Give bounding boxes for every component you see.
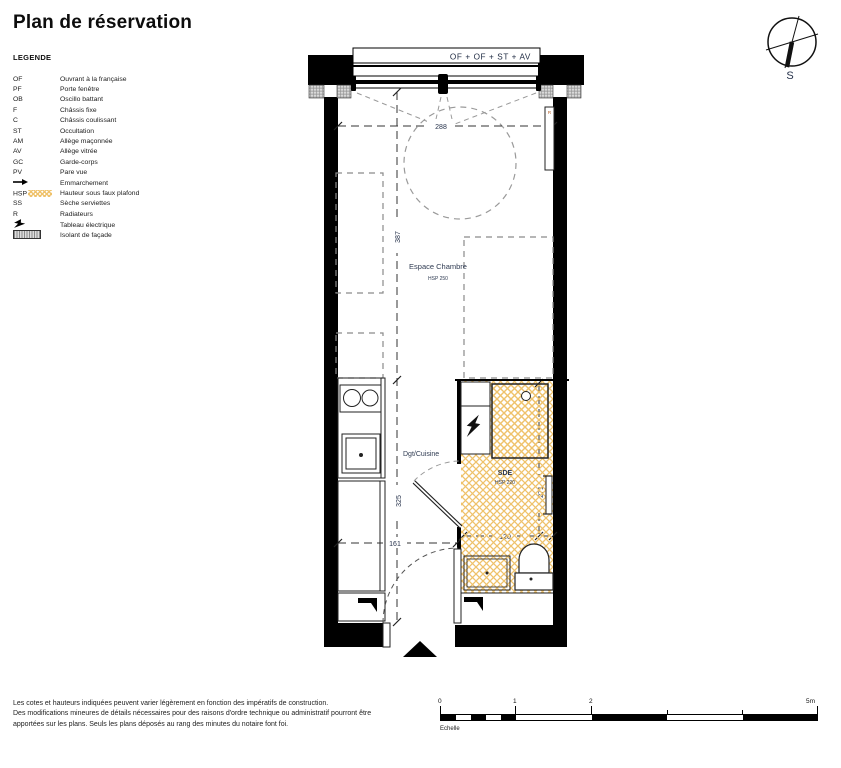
scale-tick-0: 0 xyxy=(438,698,442,705)
radiator-label: R xyxy=(547,110,552,115)
legend-item-gc: GC Garde-corps xyxy=(13,158,98,166)
legend-item-r: R Radiateurs xyxy=(13,210,93,218)
door-jamb xyxy=(383,623,390,647)
room-chambre-label: Espace Chambre xyxy=(409,262,467,271)
entrance-door-leaf xyxy=(454,549,461,623)
scale-bar-segments xyxy=(440,714,818,721)
legend-item-st: ST Occultation xyxy=(13,127,95,135)
room-cuisine-label: Dgt/Cuisine xyxy=(403,451,440,458)
dim-387: 387 xyxy=(395,231,402,243)
room-sde-label: SDE xyxy=(497,470,513,477)
legend-item-am: AM Allège maçonnée xyxy=(13,138,113,146)
radiator xyxy=(545,107,554,170)
legend-item-of: OF Ouvrant à la française xyxy=(13,75,127,83)
legend-item-ss: SS Sèche serviettes xyxy=(13,200,111,208)
page-title: Plan de réservation xyxy=(13,12,193,33)
wardrobe-zone-upper xyxy=(336,173,383,293)
window-assembly xyxy=(351,48,541,128)
bed-zone xyxy=(464,237,553,378)
wardrobe-zone-lower xyxy=(336,333,383,378)
cooktop-burner xyxy=(362,390,378,406)
cooktop-burner xyxy=(344,390,361,407)
footer-line-1: Les cotes et hauteurs indiquées peuvent varier légèrement en fonction des impératifs de construction. xyxy=(13,700,329,707)
legend-item-av: AV Allège vitrée xyxy=(13,148,98,156)
room-chambre-hsp: HSP 250 xyxy=(428,276,448,282)
towel-radiator xyxy=(546,476,552,514)
entrance-door xyxy=(383,548,461,657)
dim-161: 161 xyxy=(389,541,401,548)
scale-tick-2: 2 xyxy=(589,698,593,705)
legend-item-isolant: Isolant de façade xyxy=(13,230,243,240)
legend-item-tableau-electrique: Tableau électrique xyxy=(13,219,243,229)
scale-tick-5m: 5m xyxy=(806,698,816,705)
room-sde-hsp: HSP 220 xyxy=(495,480,515,486)
scale-bar-label: Echelle xyxy=(440,726,460,732)
kitchen-cabinet-low xyxy=(338,593,385,621)
dim-288: 288 xyxy=(435,124,447,131)
kitchen xyxy=(338,378,385,621)
legend-item-ob: OB Oscillo battant xyxy=(13,96,104,104)
sde-door xyxy=(414,461,461,527)
footer-line-3: apportées sur les plans. Seuls les plans déposés au rang des minutes du notaire font foi. xyxy=(13,720,289,728)
legend-item-pf: PF Porte fenêtre xyxy=(13,86,100,94)
dim-325: 325 xyxy=(396,495,403,507)
shower-drain xyxy=(522,392,531,401)
footer-note xyxy=(13,699,443,730)
legend-heading: LEGENDE xyxy=(13,53,52,62)
legend-item-hsp: HSP Hauteur sous faux plafond xyxy=(13,189,140,198)
entrance-arrow-icon xyxy=(403,641,437,657)
footer-line-2: Des modifications mineures de détails nécessaires pour des raisons d'ordre technique ou administratif pourront être xyxy=(13,710,372,718)
corner-marker xyxy=(358,598,377,612)
legend-item-c: C Châssis coulissant xyxy=(13,117,117,125)
scale-tick-1: 1 xyxy=(513,698,517,705)
shower-tray xyxy=(492,384,548,458)
compass xyxy=(766,16,818,82)
legend-item-pv: PV Pare vue xyxy=(13,169,88,177)
window-label: OF + OF + ST + AV xyxy=(449,52,531,62)
turning-circle xyxy=(404,107,516,219)
compass-south-label: S xyxy=(786,70,794,82)
legend-item-emmarchement: Emmarchement xyxy=(13,178,243,188)
legend-item-f: F Châssis fixe xyxy=(13,106,97,114)
sde-room xyxy=(455,380,569,625)
kitchen-cabinet-tall xyxy=(338,481,385,591)
